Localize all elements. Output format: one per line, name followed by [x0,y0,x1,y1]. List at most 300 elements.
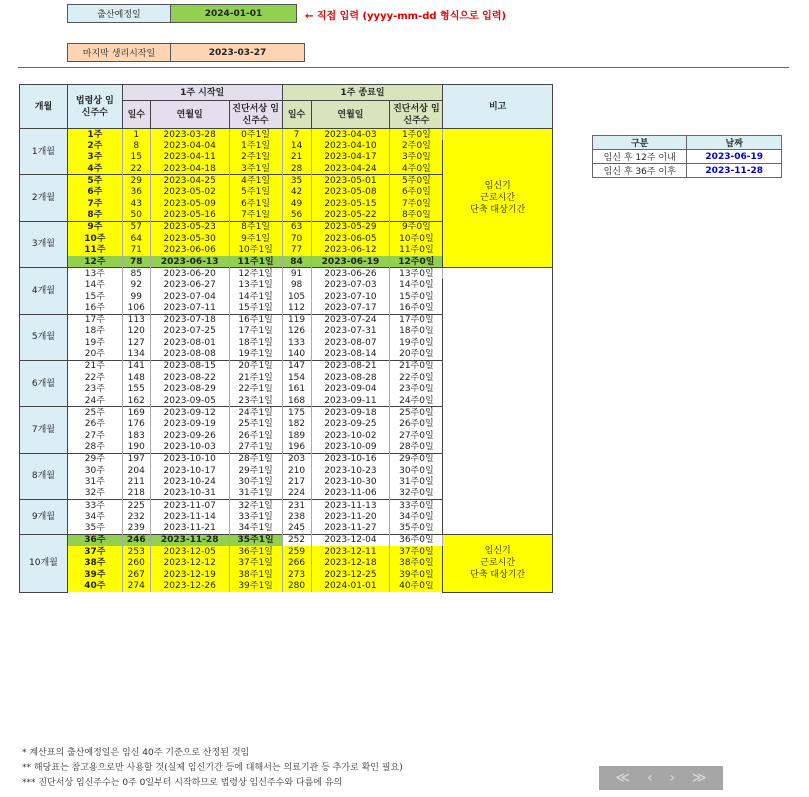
end-days: 49 [282,198,311,210]
start-days: 204 [122,465,150,477]
first-page-button[interactable]: ≪ [615,770,631,786]
start-date: 2023-03-28 [150,129,229,141]
header-start-date: 연월일 [150,101,229,129]
start-days: 29 [122,175,150,187]
end-days: 91 [282,268,311,280]
start-diag-week: 16주1일 [229,314,282,326]
start-days: 113 [122,314,150,326]
legal-week: 7주 [67,198,122,210]
start-days: 169 [122,407,150,419]
end-days: 154 [282,372,311,384]
end-date: 2023-05-01 [311,175,390,187]
start-days: 57 [122,221,150,233]
header-legal-week: 법령상 임신주수 [67,85,122,129]
header-end-diag: 진단서상 임신주수 [390,101,443,129]
legal-week: 19주 [67,337,122,349]
month-label: 1개월 [20,129,68,175]
legal-week: 21주 [67,360,122,372]
start-date: 2023-07-25 [150,326,229,338]
start-days: 36 [122,186,150,198]
start-days: 183 [122,430,150,442]
end-diag-week: 8주0일 [390,210,443,222]
note-cell: 임신기 근로시간 단축 대상기간 [443,129,553,268]
end-date: 2023-11-13 [311,500,390,512]
legal-week: 30주 [67,465,122,477]
lmp-label: 마지막 생리시작일 [68,44,171,61]
legal-week: 8주 [67,210,122,222]
legal-week: 6주 [67,186,122,198]
legal-week: 3주 [67,152,122,164]
start-date: 2023-09-12 [150,407,229,419]
legal-week: 34주 [67,511,122,523]
end-date: 2023-04-24 [311,163,390,175]
end-date: 2023-11-20 [311,511,390,523]
end-date: 2023-06-05 [311,233,390,245]
end-days: 7 [282,129,311,141]
end-diag-week: 16주0일 [390,302,443,314]
start-diag-week: 38주1일 [229,569,282,581]
start-days: 1 [122,129,150,141]
end-date: 2023-10-23 [311,465,390,477]
start-date: 2023-10-17 [150,465,229,477]
legal-week: 13주 [67,268,122,280]
legal-week: 11주 [67,244,122,256]
milestone-date: 2023-06-19 [687,150,782,164]
legal-week: 4주 [67,163,122,175]
end-diag-week: 9주0일 [390,221,443,233]
start-date: 2023-07-11 [150,302,229,314]
start-date: 2023-07-18 [150,314,229,326]
start-date: 2023-08-29 [150,384,229,396]
end-days: 14 [282,140,311,152]
start-date: 2023-10-03 [150,442,229,454]
start-days: 148 [122,372,150,384]
start-diag-week: 31주1일 [229,488,282,500]
end-days: 161 [282,384,311,396]
start-diag-week: 15주1일 [229,302,282,314]
end-days: 210 [282,465,311,477]
start-diag-week: 4주1일 [229,175,282,187]
start-days: 211 [122,476,150,488]
start-diag-week: 12주1일 [229,268,282,280]
end-date: 2023-10-30 [311,476,390,488]
start-diag-week: 26주1일 [229,430,282,442]
start-diag-week: 22주1일 [229,384,282,396]
end-diag-week: 36주0일 [390,534,443,546]
end-diag-week: 6주0일 [390,186,443,198]
start-diag-week: 1주1일 [229,140,282,152]
footnotes [22,746,403,791]
end-days: 70 [282,233,311,245]
end-days: 273 [282,569,311,581]
start-date: 2023-05-09 [150,198,229,210]
start-date: 2023-04-11 [150,152,229,164]
table-row [20,534,553,546]
start-days: 50 [122,210,150,222]
legal-week: 16주 [67,302,122,314]
end-days: 77 [282,244,311,256]
end-diag-week: 27주0일 [390,430,443,442]
start-days: 15 [122,152,150,164]
end-diag-week: 38주0일 [390,557,443,569]
end-date: 2023-09-18 [311,407,390,419]
start-date: 2023-09-26 [150,430,229,442]
end-days: 35 [282,175,311,187]
start-days: 253 [122,546,150,558]
end-diag-week: 34주0일 [390,511,443,523]
end-date: 2023-11-06 [311,488,390,500]
end-diag-week: 3주0일 [390,152,443,164]
end-date: 2023-07-17 [311,302,390,314]
start-days: 232 [122,511,150,523]
end-diag-week: 13주0일 [390,268,443,280]
month-label: 6개월 [20,360,68,406]
month-label: 3개월 [20,221,68,267]
start-date: 2023-12-12 [150,557,229,569]
end-date: 2023-06-26 [311,268,390,280]
start-diag-week: 11주1일 [229,256,282,268]
legal-week: 38주 [67,557,122,569]
end-diag-week: 4주0일 [390,163,443,175]
start-diag-week: 36주1일 [229,546,282,558]
end-days: 105 [282,291,311,303]
end-days: 140 [282,349,311,361]
legal-week: 39주 [67,569,122,581]
end-diag-week: 15주0일 [390,291,443,303]
last-page-button[interactable]: ≫ [691,770,707,786]
legal-week: 17주 [67,314,122,326]
start-date: 2023-11-07 [150,500,229,512]
end-days: 217 [282,476,311,488]
end-date: 2023-04-10 [311,140,390,152]
start-days: 141 [122,360,150,372]
end-diag-week: 21주0일 [390,360,443,372]
end-diag-week: 31주0일 [390,476,443,488]
end-days: 224 [282,488,311,500]
start-days: 225 [122,500,150,512]
legal-week: 36주 [67,534,122,546]
header-end-date: 연월일 [311,101,390,129]
due-date-box [67,4,297,23]
table-row [20,268,553,280]
start-days: 85 [122,268,150,280]
end-days: 168 [282,395,311,407]
start-diag-week: 23주1일 [229,395,282,407]
legal-week: 12주 [67,256,122,268]
legal-week: 20주 [67,349,122,361]
start-diag-week: 30주1일 [229,476,282,488]
start-diag-week: 29주1일 [229,465,282,477]
lmp-box [67,43,305,62]
legal-week: 40주 [67,581,122,593]
start-date: 2023-08-01 [150,337,229,349]
end-date: 2023-10-16 [311,453,390,465]
milestone-header-date: 날짜 [687,136,782,150]
end-date: 2023-05-22 [311,210,390,222]
start-date: 2023-05-16 [150,210,229,222]
start-date: 2023-12-05 [150,546,229,558]
note-cell: 임신기 근로시간 단축 대상기간 [443,534,553,592]
prev-page-button[interactable]: ‹ [646,770,653,786]
start-diag-week: 33주1일 [229,511,282,523]
start-days: 197 [122,453,150,465]
lmp-value: 2023-03-27 [171,44,304,61]
legal-week: 28주 [67,442,122,454]
end-days: 280 [282,581,311,593]
end-date: 2023-10-09 [311,442,390,454]
start-diag-week: 39주1일 [229,581,282,593]
end-date: 2023-06-12 [311,244,390,256]
start-diag-week: 32주1일 [229,500,282,512]
end-days: 259 [282,546,311,558]
start-diag-week: 8주1일 [229,221,282,233]
start-diag-week: 28주1일 [229,453,282,465]
due-date-label: 출산예정일 [68,5,171,22]
start-date: 2023-04-25 [150,175,229,187]
legal-week: 22주 [67,372,122,384]
start-diag-week: 20주1일 [229,360,282,372]
start-date: 2023-07-04 [150,291,229,303]
end-date: 2023-05-29 [311,221,390,233]
start-days: 218 [122,488,150,500]
end-date: 2023-09-11 [311,395,390,407]
start-diag-week: 2주1일 [229,152,282,164]
legal-week: 9주 [67,221,122,233]
header-start-diag: 진단서상 임신주수 [229,101,282,129]
end-days: 231 [282,500,311,512]
start-days: 78 [122,256,150,268]
legal-week: 26주 [67,418,122,430]
legal-week: 5주 [67,175,122,187]
start-date: 2023-12-26 [150,581,229,593]
end-date: 2023-10-02 [311,430,390,442]
start-date: 2023-06-20 [150,268,229,280]
end-days: 175 [282,407,311,419]
end-diag-week: 39주0일 [390,569,443,581]
input-instruction-note: ← 직접 입력 (yyyy-mm-dd 형식으로 입력) [305,11,507,22]
end-days: 42 [282,186,311,198]
end-days: 28 [282,163,311,175]
end-diag-week: 32주0일 [390,488,443,500]
end-date: 2023-09-25 [311,418,390,430]
start-date: 2023-06-06 [150,244,229,256]
end-days: 182 [282,418,311,430]
legal-week: 10주 [67,233,122,245]
end-days: 126 [282,326,311,338]
end-diag-week: 26주0일 [390,418,443,430]
legal-week: 2주 [67,140,122,152]
start-days: 120 [122,326,150,338]
legal-week: 31주 [67,476,122,488]
start-date: 2023-04-04 [150,140,229,152]
end-date: 2023-06-19 [311,256,390,268]
start-date: 2023-04-18 [150,163,229,175]
start-diag-week: 10주1일 [229,244,282,256]
end-days: 98 [282,279,311,291]
start-days: 190 [122,442,150,454]
start-diag-week: 3주1일 [229,163,282,175]
month-label: 4개월 [20,268,68,314]
end-diag-week: 10주0일 [390,233,443,245]
start-diag-week: 17주1일 [229,326,282,338]
start-diag-week: 19주1일 [229,349,282,361]
end-date: 2024-01-01 [311,581,390,593]
start-date: 2023-10-31 [150,488,229,500]
start-days: 127 [122,337,150,349]
end-date: 2023-05-08 [311,186,390,198]
legal-week: 37주 [67,546,122,558]
start-date: 2023-09-05 [150,395,229,407]
footnote: ** 해당표는 참고용으로만 사용할 것(실제 임신기간 등에 대해서는 의료기관 등 추가로 확인 필요) [22,763,403,773]
end-date: 2023-12-18 [311,557,390,569]
end-days: 63 [282,221,311,233]
start-date: 2023-12-19 [150,569,229,581]
header-note: 비고 [443,85,553,129]
milestone-label: 임신 후 12주 이내 [593,150,687,164]
end-diag-week: 23주0일 [390,384,443,396]
start-diag-week: 9주1일 [229,233,282,245]
end-diag-week: 11주0일 [390,244,443,256]
end-days: 196 [282,442,311,454]
legal-week: 33주 [67,500,122,512]
end-days: 266 [282,557,311,569]
start-date: 2023-11-21 [150,523,229,535]
start-date: 2023-11-28 [150,534,229,546]
start-days: 155 [122,384,150,396]
start-days: 134 [122,349,150,361]
start-date: 2023-05-02 [150,186,229,198]
start-days: 260 [122,557,150,569]
start-diag-week: 34주1일 [229,523,282,535]
due-date-input[interactable]: 2024-01-01 [171,5,296,22]
header-week1-start: 1주 시작일 [122,85,282,101]
end-days: 203 [282,453,311,465]
start-date: 2023-08-22 [150,372,229,384]
pregnancy-week-table [19,84,553,593]
end-diag-week: 35주0일 [390,523,443,535]
start-diag-week: 0주1일 [229,129,282,141]
footnote: * 계산표의 출산예정일은 임신 40주 기준으로 산정된 것임 [22,748,250,758]
end-date: 2023-08-07 [311,337,390,349]
end-days: 119 [282,314,311,326]
start-days: 162 [122,395,150,407]
month-label: 8개월 [20,453,68,499]
end-diag-week: 30주0일 [390,465,443,477]
table-row [20,129,553,141]
pager [599,766,723,790]
start-diag-week: 21주1일 [229,372,282,384]
start-days: 267 [122,569,150,581]
start-days: 71 [122,244,150,256]
start-diag-week: 37주1일 [229,557,282,569]
start-diag-week: 25주1일 [229,418,282,430]
legal-week: 18주 [67,326,122,338]
end-diag-week: 2주0일 [390,140,443,152]
month-label: 5개월 [20,314,68,360]
end-diag-week: 40주0일 [390,581,443,593]
start-diag-week: 27주1일 [229,442,282,454]
end-diag-week: 25주0일 [390,407,443,419]
start-date: 2023-11-14 [150,511,229,523]
month-label: 9개월 [20,500,68,535]
month-label: 2개월 [20,175,68,221]
end-diag-week: 28주0일 [390,442,443,454]
legal-week: 35주 [67,523,122,535]
legal-week: 27주 [67,430,122,442]
end-date: 2023-08-14 [311,349,390,361]
header-month: 개월 [20,85,68,129]
end-date: 2023-12-11 [311,546,390,558]
end-diag-week: 1주0일 [390,129,443,141]
end-diag-week: 29주0일 [390,453,443,465]
end-days: 252 [282,534,311,546]
start-diag-week: 13주1일 [229,279,282,291]
header-week1-end: 1주 종료일 [282,85,443,101]
legal-week: 23주 [67,384,122,396]
end-days: 133 [282,337,311,349]
legal-week: 1주 [67,129,122,141]
end-date: 2023-05-15 [311,198,390,210]
milestone-label: 임신 후 36주 이후 [593,164,687,178]
end-date: 2023-11-27 [311,523,390,535]
end-diag-week: 5주0일 [390,175,443,187]
milestone-table [592,135,782,178]
start-days: 239 [122,523,150,535]
start-date: 2023-08-15 [150,360,229,372]
end-date: 2023-07-24 [311,314,390,326]
milestone-date: 2023-11-28 [687,164,782,178]
end-date: 2023-04-17 [311,152,390,164]
end-date: 2023-04-03 [311,129,390,141]
next-page-button[interactable]: › [669,770,676,786]
legal-week: 25주 [67,407,122,419]
start-date: 2023-05-23 [150,221,229,233]
end-days: 112 [282,302,311,314]
end-diag-week: 19주0일 [390,337,443,349]
start-days: 176 [122,418,150,430]
start-days: 99 [122,291,150,303]
end-diag-week: 7주0일 [390,198,443,210]
end-days: 84 [282,256,311,268]
end-date: 2023-07-10 [311,291,390,303]
end-diag-week: 33주0일 [390,500,443,512]
start-date: 2023-10-24 [150,476,229,488]
start-days: 106 [122,302,150,314]
start-days: 274 [122,581,150,593]
legal-week: 29주 [67,453,122,465]
end-diag-week: 37주0일 [390,546,443,558]
start-days: 22 [122,163,150,175]
start-diag-week: 7주1일 [229,210,282,222]
start-days: 8 [122,140,150,152]
start-diag-week: 18주1일 [229,337,282,349]
legal-week: 15주 [67,291,122,303]
divider [18,67,789,68]
legal-week: 32주 [67,488,122,500]
milestone-header-category: 구분 [593,136,687,150]
end-days: 147 [282,360,311,372]
end-date: 2023-08-21 [311,360,390,372]
start-days: 64 [122,233,150,245]
header-start-days: 일수 [122,101,150,129]
end-diag-week: 12주0일 [390,256,443,268]
start-date: 2023-09-19 [150,418,229,430]
start-diag-week: 5주1일 [229,186,282,198]
footnote: *** 진단서상 임신주수는 0주 0일부터 시작하므로 법령상 임신주수와 다름에 유의 [22,778,343,788]
start-date: 2023-08-08 [150,349,229,361]
end-diag-week: 22주0일 [390,372,443,384]
end-date: 2023-09-04 [311,384,390,396]
